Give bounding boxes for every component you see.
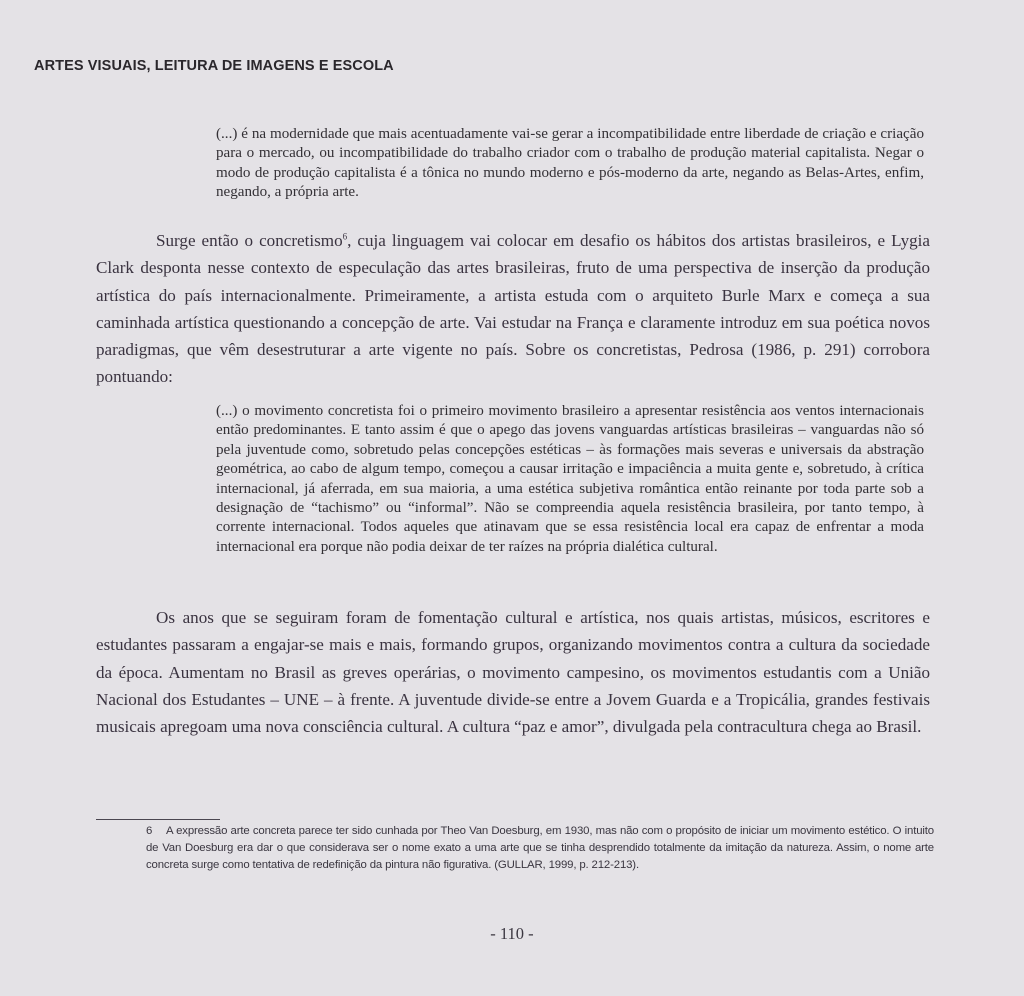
footnote-reference: 6 — [342, 231, 348, 242]
page-number: - 110 - — [490, 924, 534, 943]
footnote-divider — [96, 819, 220, 820]
paragraph-1-body: , cuja linguagem vai colocar em desafio os hábitos dos artistas brasileiros, e Lygia Clark desponta nesse contexto de especulação das artes brasileiras, fruto de uma perspectiva de inserção da produção artística do país internacionalmente. Primeiramente, a artista estuda com o arquiteto Burle Marx e começa a sua caminhada artística questionando a concepção de arte. Vai estudar na França e claramente introduz em sua poética novos paradigmas, que vêm desestruturar a arte vigente no país. Sobre os concretistas, Pedrosa (1986, p. 291) corrobora pontuando: — [96, 231, 930, 387]
footnote-text: A expressão arte concreta parece ter sido cunhada por Theo Van Doesburg, em 1930, mas não com o propósito de iniciar um movimento estético. O intuito de Van Doesburg era dar o que considerava ser o nome exato a uma arte que se tinha desprendido totalmente da imitação da natureza. Assim, o nome arte concreta surge como tentativa de redefinição da pintura não figurativa. (GULLAR, 1999, p. 212-213). — [146, 825, 934, 871]
footnote — [146, 823, 934, 874]
paragraph-2-body: Os anos que se seguiram foram de fomentação cultural e artística, nos quais artistas, músicos, escritores e estudantes passaram a engajar-se mais e mais, formando grupos, organizando movimentos contra a cultura da sociedade da época. Aumentam no Brasil as greves operárias, o movimento campesino, os movimentos estudantis com a União Nacional dos Estudantes – UNE – à frente. A juventude divide-se entre a Jovem Guarda e a Tropicália, grandes festivais musicais apregoam uma nova consciência cultural. A cultura “paz e amor”, divulgada pela contracultura chega ao Brasil. — [96, 608, 930, 737]
block-quote-2: (...) o movimento concretista foi o primeiro movimento brasileiro a apresentar resistência aos ventos internacionais então predominantes. E tanto assim é que o apego das jovens vanguardas artísticas brasileiras – vanguardas não só pela juventude como, sobretudo pelas concepções estéticas – às formações mais severas e universais da abstração geométrica, ao cabo de algum tempo, começou a causar irritação e impaciência a muita gente e, sobretudo, à crítica internacional, já aferrada, em sua maioria, a uma estética subjetiva romântica então reinante por toda parte sob a designação de “tachismo” ou “informal”. Não se compreendia aquela resistência brasileira, por tanto tempo, à corrente internacional. Todos aqueles que atinavam que se essa resistência local era capaz de enfrentar a moda internacional era porque não podia deixar de ter raízes na própria dialética cultural. — [216, 403, 924, 555]
running-head: ARTES VISUAIS, LEITURA DE IMAGENS E ESCOLA — [34, 58, 394, 74]
block-quote-1: (...) é na modernidade que mais acentuadamente vai-se gerar a incompatibilidade entre liberdade de criação e criação para o mercado, ou incompatibilidade do trabalho criador com o trabalho de produção material capitalista. Negar o modo de produção capitalista é a tônica no mundo moderno e pós-moderno da arte, negando as Belas-Artes, enfim, negando, a própria arte. — [216, 126, 924, 201]
paragraph-1-lead: Surge então o concretismo — [156, 231, 343, 250]
paragraph-2 — [96, 604, 930, 740]
paragraph-1 — [96, 227, 930, 391]
footnote-number: 6 — [146, 825, 153, 837]
